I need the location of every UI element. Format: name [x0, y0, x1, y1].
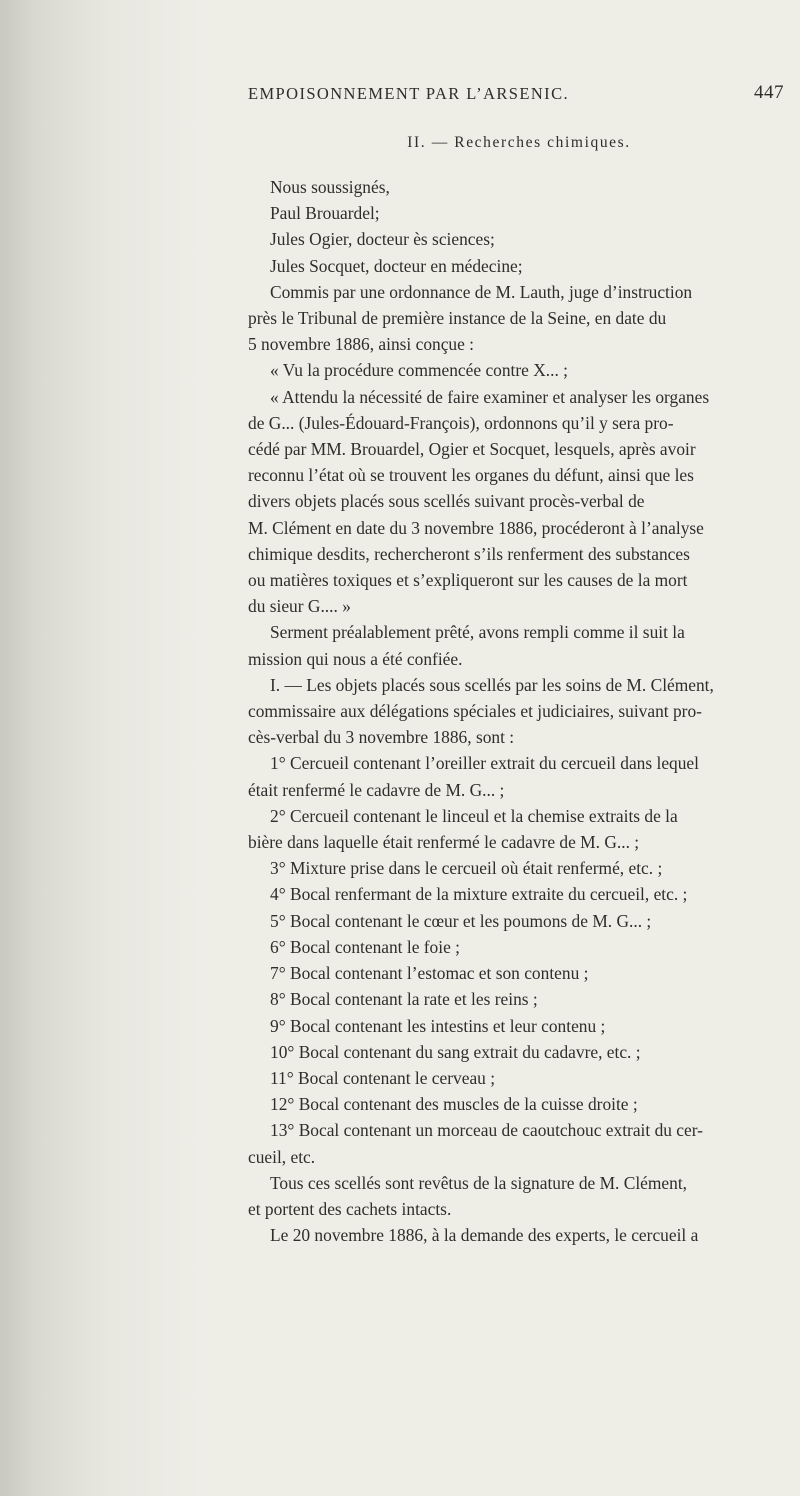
text-line: 13° Bocal contenant un morceau de caoutchouc extrait du cer-: [270, 1120, 703, 1141]
text-line: cès-verbal du 3 novembre 1886, sont :: [248, 727, 515, 748]
text-line: 7° Bocal contenant l’estomac et son contenu ;: [270, 963, 589, 984]
text-line: ou matières toxiques et s’expliqueront sur les causes de la mort: [248, 570, 688, 591]
text-line: Nous soussignés,: [270, 177, 390, 197]
text-line: 5° Bocal contenant le cœur et les poumons de M. G... ;: [270, 910, 652, 931]
text-line: cueil, etc.: [248, 1146, 316, 1167]
running-head-title: EMPOISONNEMENT PAR L’ARSENIC.: [248, 84, 569, 103]
text-block: [248, 84, 790, 1248]
text-line: 4° Bocal renfermant de la mixture extraite du cercueil, etc. ;: [270, 884, 688, 905]
page-number: 447: [754, 82, 784, 103]
text-line: 6° Bocal contenant le foie ;: [270, 936, 460, 957]
text-line: M. Clément en date du 3 novembre 1886, procéderont à l’analyse: [248, 517, 704, 538]
text-line: 5 novembre 1886, ainsi conçue :: [248, 334, 475, 355]
body-text: [248, 174, 790, 1248]
text-line: Jules Ogier, docteur ès sciences;: [270, 229, 495, 250]
text-line: Serment préalablement prêté, avons rempli comme il suit la: [270, 622, 685, 643]
text-line: bière dans laquelle était renfermé le cadavre de M. G... ;: [248, 832, 640, 853]
text-line: mission qui nous a été confiée.: [248, 648, 463, 669]
section-heading: II. — Recherches chimiques.: [407, 134, 631, 151]
text-line: I. — Les objets placés sous scellés par les soins de M. Clément,: [270, 674, 714, 695]
text-line: 12° Bocal contenant des muscles de la cuisse droite ;: [270, 1094, 638, 1115]
text-line: 2° Cercueil contenant le linceul et la chemise extraits de la: [270, 805, 678, 826]
text-line: Jules Socquet, docteur en médecine;: [270, 255, 523, 276]
text-line: et portent des cachets intacts.: [248, 1198, 452, 1219]
text-line: 11° Bocal contenant le cerveau ;: [270, 1067, 496, 1088]
text-line: Paul Brouardel;: [270, 203, 380, 224]
running-head: [248, 84, 790, 112]
text-line: Commis par une ordonnance de M. Lauth, juge d’instruction: [270, 281, 693, 302]
text-line: près le Tribunal de première instance de la Seine, en date du: [248, 308, 667, 329]
text-line: du sieur G.... »: [248, 596, 351, 617]
text-line: était renfermé le cadavre de M. G... ;: [248, 779, 505, 800]
text-line: Tous ces scellés sont revêtus de la signature de M. Clément,: [270, 1172, 688, 1193]
text-line: chimique desdits, rechercheront s’ils renferment des substances: [248, 543, 690, 564]
text-line: divers objets placés sous scellés suivant procès-verbal de: [248, 491, 645, 512]
text-line: 8° Bocal contenant la rate et les reins ;: [270, 989, 538, 1010]
text-line: 3° Mixture prise dans le cercueil où était renfermé, etc. ;: [270, 858, 663, 879]
text-line: « Vu la procédure commencée contre X... ;: [270, 360, 569, 381]
text-line: « Attendu la nécessité de faire examiner et analyser les organes: [270, 386, 710, 407]
text-line: 9° Bocal contenant les intestins et leur contenu ;: [270, 1015, 606, 1036]
text-line: de G... (Jules-Édouard-François), ordonnons qu’il y sera pro-: [248, 412, 674, 433]
text-line: commissaire aux délégations spéciales et judiciaires, suivant pro-: [248, 701, 702, 722]
text-line: reconnu l’état où se trouvent les organes du défunt, ainsi que les: [248, 465, 694, 486]
text-line: 1° Cercueil contenant l’oreiller extrait du cercueil dans lequel: [270, 753, 699, 774]
text-line: 10° Bocal contenant du sang extrait du cadavre, etc. ;: [270, 1041, 641, 1062]
text-line: Le 20 novembre 1886, à la demande des experts, le cercueil a: [270, 1225, 699, 1246]
text-line: cédé par MM. Brouardel, Ogier et Socquet, lesquels, après avoir: [248, 439, 696, 460]
